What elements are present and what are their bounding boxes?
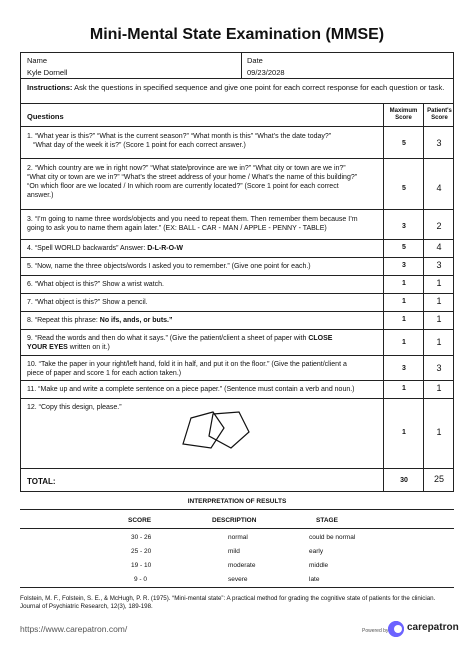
- intersecting-pentagons-drawing: [171, 406, 256, 454]
- question-8: 8. “Repeat this phrase: No ifs, ands, or buts.”: [27, 317, 173, 324]
- max-score-12: 1: [402, 429, 406, 436]
- interp-desc-1: normal: [228, 534, 248, 541]
- interp-stage-2: early: [309, 548, 324, 555]
- reference-citation: Folstein, M. F., Folstein, S. E., & McHugh, P. R. (1975). “Mini-mental state”: A practical method for grading the cognitive state of patients for the clinician. Journal of Psychiatric Research, 12(3), 189-198.: [20, 595, 436, 610]
- stage-header: STAGE: [316, 517, 338, 524]
- max-score-header: Maximum Score: [389, 108, 418, 121]
- question-12: 12. “Copy this design, please.”: [27, 404, 122, 411]
- interp-header-rule: [20, 528, 454, 529]
- interp-stage-4: late: [309, 576, 320, 583]
- patient-score-8: 1: [436, 314, 442, 324]
- question-2: 2. “Which country are we in right now?” “What state/province are we in?” “What city or town are we in?” “What city or town are we in?” “What’s the street address of your home / What’s the name of this building?” “On which floor are we located / In which room are currently located?” (Score 1 point for each correct answer.): [27, 165, 358, 199]
- interp-stage-1: could be normal: [309, 534, 356, 541]
- interp-score-3: 19 - 10: [131, 562, 152, 569]
- interp-desc-4: severe: [228, 576, 248, 583]
- patient-score-6: 1: [436, 278, 442, 288]
- max-score-5: 3: [402, 262, 406, 269]
- max-score-6: 1: [402, 280, 406, 287]
- total-label: TOTAL:: [27, 477, 56, 486]
- max-score-3: 3: [402, 223, 406, 230]
- patient-score-7: 1: [436, 296, 442, 306]
- max-score-7: 1: [402, 298, 406, 305]
- patient-score-3: 2: [436, 221, 442, 231]
- interp-desc-3: moderate: [228, 562, 256, 569]
- question-5: 5. “Now, name the three objects/words I asked you to remember.” (Give one point for each.): [27, 263, 311, 270]
- instructions-label: Instructions:: [27, 83, 73, 92]
- max-score-2: 5: [402, 185, 406, 192]
- question-4: 4. “Spell WORLD backwards” Answer: D-L-R-O-W: [27, 245, 183, 252]
- powered-by-label: Powered by: [362, 628, 389, 634]
- interp-stage-3: middle: [309, 562, 329, 569]
- total-max-score: 30: [400, 477, 408, 484]
- max-score-11: 1: [402, 385, 406, 392]
- questions-table: [20, 104, 454, 492]
- patient-score-header: Patient's Score: [427, 108, 452, 121]
- patient-score-9: 1: [436, 337, 442, 347]
- max-score-8: 1: [402, 316, 406, 323]
- interp-desc-2: mild: [228, 548, 240, 555]
- score-header: SCORE: [128, 517, 152, 524]
- name-value: Kyle Dornell: [27, 68, 68, 77]
- patient-score-12: 1: [436, 427, 442, 437]
- carepatron-logo-icon: [388, 621, 404, 637]
- description-header: DESCRIPTION: [212, 517, 257, 524]
- interp-bottom-rule: [20, 587, 454, 588]
- patient-info-box: [20, 52, 454, 79]
- patient-score-11: 1: [436, 383, 442, 393]
- instructions-box: [20, 79, 454, 104]
- instructions-text: Ask the questions in specified sequence and give one point for each correct response for each question or task.: [74, 83, 445, 92]
- max-score-9: 1: [402, 339, 406, 346]
- info-divider: [241, 53, 242, 78]
- carepatron-logo[interactable]: [388, 621, 458, 637]
- questions-header: Questions: [27, 112, 64, 121]
- patient-score-10: 3: [436, 363, 442, 373]
- footer-url-link[interactable]: https://www.carepatron.com/: [20, 624, 128, 634]
- question-7: 7. “What object is this?” Show a pencil.: [27, 299, 148, 306]
- question-11: 11. “Make up and write a complete sentence on a piece paper.” (Sentence must contain a verb and noun.): [27, 386, 355, 393]
- patient-score-4: 4: [436, 242, 442, 252]
- date-label: Date: [247, 56, 263, 65]
- question-10: 10. “Take the paper in your right/left hand, fold it in half, and put it on the floor.” (Give the patient/client a piece of paper and score 1 for each action taken.): [27, 361, 347, 377]
- date-value: 09/23/2028: [247, 68, 285, 77]
- question-3: 3. “I’m going to name three words/objects and you need to repeat them. Then remember them because I’m going to ask you to name them again later.” (EX: BALL - CAR - MAN / APPLE - PENNY - TABLE): [27, 216, 358, 232]
- max-score-10: 3: [402, 365, 406, 372]
- max-score-4: 5: [402, 244, 406, 251]
- total-patient-score: 25: [433, 474, 444, 484]
- question-9: 9. “Read the words and then do what it says.” (Give the patient/client a sheet of paper with CLOSE YOUR EYES written on it.): [27, 335, 333, 351]
- patient-score-1: 3: [436, 138, 442, 148]
- patient-score-5: 3: [436, 260, 442, 270]
- interp-score-1: 30 - 26: [131, 534, 152, 541]
- patient-score-2: 4: [436, 183, 442, 193]
- interpretation-title: INTERPRETATION OF RESULTS: [187, 498, 287, 505]
- max-score-1: 5: [402, 140, 406, 147]
- name-label: Name: [27, 56, 48, 65]
- interp-score-2: 25 - 20: [131, 548, 152, 555]
- interp-score-4: 9 - 0: [134, 576, 148, 583]
- interp-top-rule: [20, 509, 454, 510]
- carepatron-brand-name: carepatron: [407, 622, 459, 633]
- question-6: 6. “What object is this?” Show a wrist watch.: [27, 281, 164, 288]
- question-1: 1. “What year is this?” “What is the current season?” “What month is this” “What’s the date today?” “What day of the week it is?” (Score 1 point for each correct answer.): [27, 133, 332, 149]
- col-divider-1: [383, 104, 384, 492]
- page-title: Mini-Mental State Examination (MMSE): [89, 26, 385, 43]
